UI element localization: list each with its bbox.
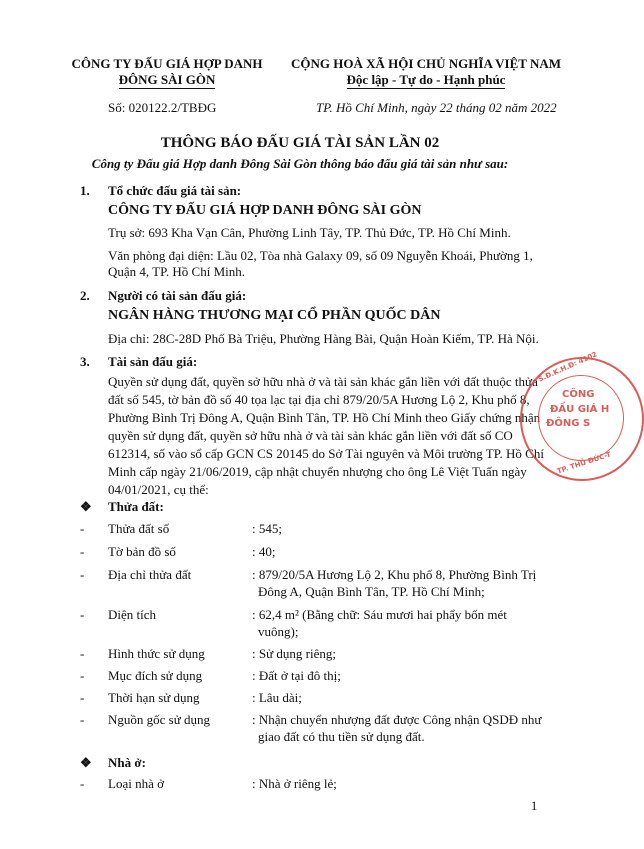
national-title: CỘNG HOÀ XÃ HỘI CHỦ NGHĨA VIỆT NAM <box>290 56 562 71</box>
bullet-icon: ❖ <box>80 499 92 514</box>
stamp-text: CÔNG <box>562 389 595 400</box>
page-number: 1 <box>531 799 538 813</box>
field-label: Nguồn gốc sử dụng <box>108 712 211 727</box>
field-label: Loại nhà ở <box>108 776 164 791</box>
field-label: Mục đích sử dụng <box>108 668 203 683</box>
organizer-address: Trụ sở: 693 Kha Vạn Cân, Phường Linh Tây, TP. Thủ Đức, TP. Hồ Chí Minh. <box>108 225 511 240</box>
bullet-icon: ❖ <box>80 755 92 770</box>
asset-line: Phường Bình Trị Đông A, Quận Bình Tân, TP. Hồ Chí Minh theo Giấy chứng nhận <box>108 410 541 425</box>
field-value: : 545; <box>252 521 282 536</box>
asset-line: đất số 545, tờ bản đồ số 40 tọa lạc tại địa chỉ 879/20/5A Hương Lộ 2, Khu phố 8, <box>108 392 530 407</box>
dash: - <box>80 544 85 559</box>
field-value: : 62,4 m² (Bằng chữ: Sáu mươi hai phẩy bốn mét <box>252 607 507 622</box>
field-value-cont: giao đất có thu tiền sử dụng đất. <box>258 729 425 744</box>
page-subtitle: Công ty Đấu giá Hợp danh Đông Sài Gòn thông báo đấu giá tài sản như sau: <box>91 156 509 171</box>
field-label: Diện tích <box>108 607 157 622</box>
dash: - <box>80 646 85 661</box>
place-date: TP. Hồ Chí Minh, ngày 22 tháng 02 năm 2022 <box>316 100 557 115</box>
section-number: 2. <box>80 288 90 303</box>
field-value: : Nhà ở riêng lẻ; <box>252 776 337 791</box>
asset-line: 612314, số vào sổ cấp GCN CS 20145 do Sở Tài nguyên và Môi trường TP. Hồ Chí <box>108 446 544 461</box>
dash: - <box>80 776 85 791</box>
owner-address: Địa chỉ: 28C-28D Phố Bà Triệu, Phường Hàng Bài, Quận Hoàn Kiếm, TP. Hà Nội. <box>108 331 539 346</box>
dash: - <box>80 607 85 622</box>
owner-name: NGÂN HÀNG THƯƠNG MẠI CỔ PHẦN QUỐC DÂN <box>108 308 441 323</box>
field-value: : Lâu dài; <box>252 690 302 705</box>
stamp-text: ĐÔNG S <box>546 418 591 429</box>
field-value: : 40; <box>252 544 276 559</box>
document-number: Số: 020122.2/TBĐG <box>108 100 217 115</box>
section-heading: Tài sản đấu giá: <box>108 354 198 369</box>
section-number: 1. <box>80 183 90 198</box>
national-motto: Độc lập - Tự do - Hạnh phúc <box>346 72 506 87</box>
field-value: : 879/20/5A Hương Lộ 2, Khu phố 8, Phường Bình Trị <box>252 567 537 582</box>
company-stamp <box>520 350 644 481</box>
representative-office-line2: Quận 4, TP. Hồ Chí Minh. <box>108 264 245 279</box>
field-value-cont: vuông); <box>258 624 299 639</box>
field-value: : Đất ở tại đô thị; <box>252 668 341 683</box>
stamp-ring-text: S.Đ.K.H.Đ: 4102 <box>537 350 599 384</box>
stamp-ring-text: TP. THỦ ĐỨC-T <box>556 450 613 476</box>
dash: - <box>80 712 85 727</box>
field-value: : Nhận chuyển nhượng đất được Công nhận QSDĐ như <box>252 712 542 727</box>
field-label: Tờ bản đồ số <box>108 544 176 559</box>
section-number: 3. <box>80 354 90 369</box>
asset-line: 04/01/2021, cụ thể: <box>108 482 209 497</box>
dash: - <box>80 668 85 683</box>
stamp-text: ĐẤU GIÁ H <box>550 404 610 415</box>
asset-line: quyền sử dụng đất, quyền sở hữu nhà ở và tài sản khác gắn liền với đất số CO <box>108 428 513 443</box>
section-heading: Người có tài sản đấu giá: <box>108 288 247 303</box>
field-value-cont: Đông A, Quận Bình Tân, TP. Hồ Chí Minh; <box>258 584 485 599</box>
asset-line: Quyền sử dụng đất, quyền sở hữu nhà ở và tài sản khác gắn liền với đất thuộc thửa <box>108 374 538 389</box>
representative-office: Văn phòng đại diện: Lầu 02, Tòa nhà Galaxy 09, số 09 Nguyễn Khoái, Phường 1, <box>108 248 533 263</box>
dash: - <box>80 521 85 536</box>
dash: - <box>80 690 85 705</box>
section-heading: Tổ chức đấu giá tài sản: <box>108 183 242 198</box>
company-name-header: CÔNG TY ĐẤU GIÁ HỢP DANH <box>71 56 263 71</box>
land-heading: Thửa đất: <box>108 499 164 514</box>
page-title: THÔNG BÁO ĐẤU GIÁ TÀI SẢN LẦN 02 <box>160 135 440 151</box>
company-name-header-line2: ĐÔNG SÀI GÒN <box>118 72 216 87</box>
dash: - <box>80 567 85 582</box>
field-value: : Sử dụng riêng; <box>252 646 336 661</box>
field-label: Thời hạn sử dụng <box>108 690 200 705</box>
field-label: Thửa đất số <box>108 521 170 536</box>
field-label: Địa chỉ thửa đất <box>108 567 192 582</box>
asset-description <box>108 373 552 499</box>
organizer-name: CÔNG TY ĐẤU GIÁ HỢP DANH ĐÔNG SÀI GÒN <box>108 203 422 218</box>
house-heading: Nhà ở: <box>108 755 146 770</box>
asset-line: Minh cấp ngày 21/06/2019, cập nhật chuyển nhượng cho ông Lê Việt Tuấn ngày <box>108 464 527 479</box>
field-label: Hình thức sử dụng <box>108 646 205 661</box>
